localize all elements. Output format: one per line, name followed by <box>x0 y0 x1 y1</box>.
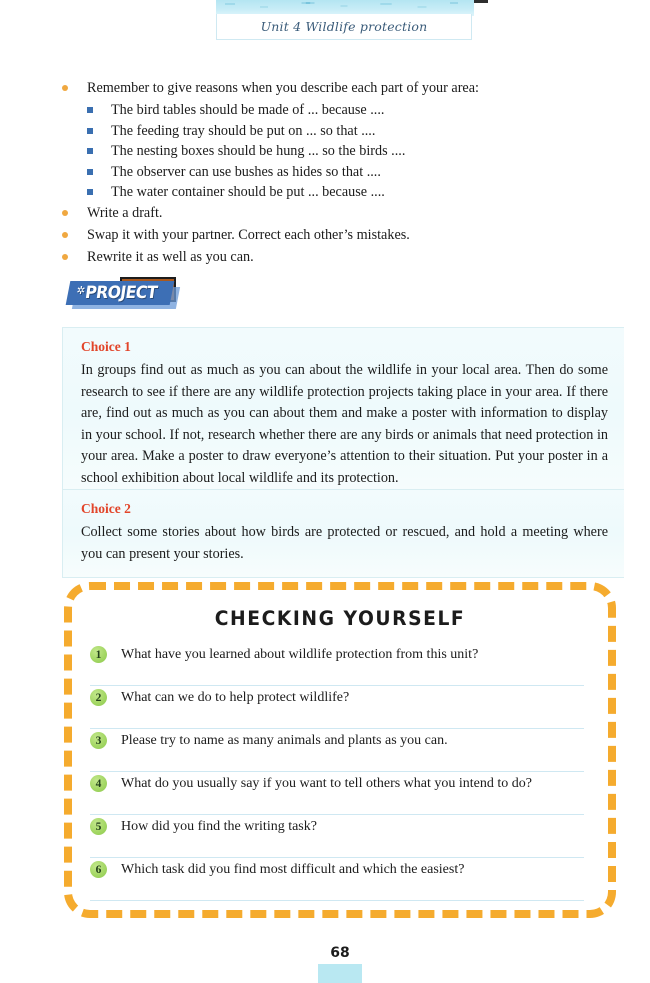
question-text: Which task did you find most difficult and which the easiest? <box>121 862 465 877</box>
choice-1-box <box>62 327 624 502</box>
choice-2-label: Choice 2 <box>81 501 131 516</box>
checking-questions-list <box>72 643 608 901</box>
square-bullet-icon <box>87 169 93 175</box>
round-bullet-icon <box>62 210 68 216</box>
question-number-badge: 1 <box>90 646 107 663</box>
square-bullet-icon <box>87 107 93 113</box>
choice-2-box <box>62 489 624 578</box>
list-item <box>62 225 602 246</box>
sub-item-label: The observer can use bushes as hides so that .... <box>111 163 381 180</box>
choice-1-text: In groups find out as much as you can about the wildlife in your local area. Then do some research to see if there are any wildlife protection projects taking place in your area. If there are, find out as much as you can about them and make a poster with information to display in your school. If not, research whether there are any birds or animals that need protection in your area. Make a poster to draw everyone’s attention to their situation. Put your poster in a school exhibition about local wildlife and its protection. <box>81 362 608 486</box>
question-row <box>90 686 584 729</box>
list-item <box>62 78 602 99</box>
question-row <box>90 643 584 686</box>
sub-item-label: The bird tables should be made of ... because .... <box>111 102 385 118</box>
list-item <box>87 100 602 121</box>
sub-instructions-list <box>87 100 602 203</box>
tail-item-label: Write a draft. <box>87 204 163 221</box>
question-text: Please try to name as many animals and plants as you can. <box>121 733 448 748</box>
header-title-box <box>216 14 472 40</box>
unit-title: Unit 4 Wildlife protection <box>260 19 428 34</box>
question-number-badge: 3 <box>90 732 107 749</box>
list-item <box>62 203 602 224</box>
square-bullet-icon <box>87 189 93 195</box>
sub-item-label: The water container should be put ... because .... <box>111 184 385 200</box>
list-item <box>87 182 602 203</box>
sub-item-label: The nesting boxes should be hung ... so the birds .... <box>111 143 406 159</box>
checking-yourself-panel <box>64 582 616 918</box>
question-row <box>90 858 584 901</box>
tail-item-label: Rewrite it as well as you can. <box>87 248 254 265</box>
choice-1-label: Choice 1 <box>81 339 131 354</box>
intro-bullet-text: Remember to give reasons when you describe each part of your area: <box>87 80 479 96</box>
project-banner <box>68 277 180 313</box>
round-bullet-icon <box>62 232 68 238</box>
question-text: How did you find the writing task? <box>121 819 317 834</box>
star-icon: ✲ <box>75 283 86 297</box>
question-text: What have you learned about wildlife protection from this unit? <box>121 647 479 662</box>
page-number: 68 <box>318 942 362 964</box>
question-row <box>90 815 584 858</box>
choice-2-text: Collect some stories about how birds are protected or rescued, and hold a meeting where you can present your stories. <box>81 524 608 562</box>
question-number-badge: 5 <box>90 818 107 835</box>
page-footer <box>318 942 362 983</box>
list-item <box>87 162 602 183</box>
round-bullet-icon <box>62 254 68 260</box>
question-text: What do you usually say if you want to tell others what you intend to do? <box>121 776 532 791</box>
question-row <box>90 772 584 815</box>
square-bullet-icon <box>87 148 93 154</box>
footer-cyan-block <box>318 962 362 983</box>
list-item <box>87 121 602 142</box>
project-label: PROJECT <box>83 283 159 303</box>
instructions-list <box>62 78 602 269</box>
question-row <box>90 729 584 772</box>
question-number-badge: 4 <box>90 775 107 792</box>
tail-item-label: Swap it with your partner. Correct each other’s mistakes. <box>87 226 410 243</box>
checking-yourself-title: CHECKING YOURSELF <box>214 607 466 630</box>
list-item <box>87 141 602 162</box>
question-number-badge: 2 <box>90 689 107 706</box>
question-number-badge: 6 <box>90 861 107 878</box>
project-banner-text <box>75 282 177 304</box>
page-header <box>0 0 650 46</box>
list-item <box>62 247 602 268</box>
sub-item-label: The feeding tray should be put on ... so that .... <box>111 122 376 139</box>
round-bullet-icon <box>62 85 68 91</box>
square-bullet-icon <box>87 128 93 134</box>
question-text: What can we do to help protect wildlife? <box>121 690 350 705</box>
